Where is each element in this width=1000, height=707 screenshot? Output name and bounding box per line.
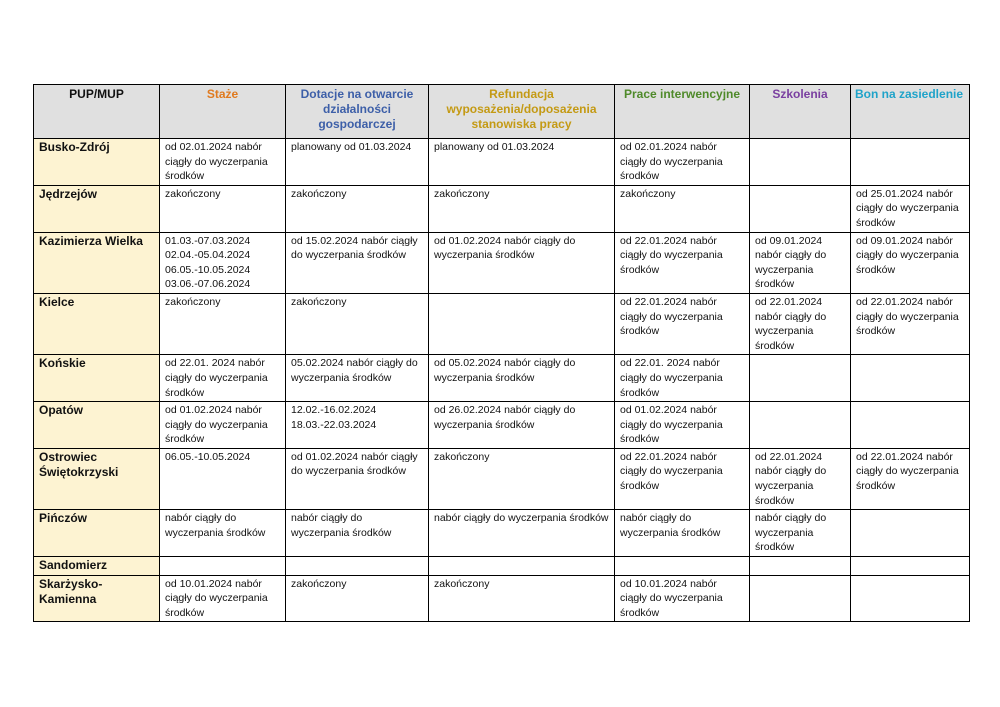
table-row (34, 575, 970, 622)
refundacja-cell: od 05.02.2024 nabór ciągły do wyczerpania środków (429, 355, 615, 402)
refundacja-cell: zakończony (429, 185, 615, 232)
prace-cell (615, 557, 750, 576)
dotacje-cell (286, 402, 429, 449)
table-row (34, 448, 970, 509)
bon-cell (851, 139, 970, 186)
szkolenia-cell: nabór ciągły do wyczerpania środków (750, 510, 851, 557)
date-range-line: 02.04.-05.04.2024 (165, 249, 251, 262)
office-cell: Jędrzejów (34, 185, 160, 232)
dotacje-cell: od 15.02.2024 nabór ciągły do wyczerpania środków (286, 232, 429, 293)
refundacja-cell: od 01.02.2024 nabór ciągły do wyczerpania środków (429, 232, 615, 293)
office-cell: Sandomierz (34, 557, 160, 576)
table-row (34, 293, 970, 354)
szkolenia-cell (750, 185, 851, 232)
dotacje-cell (286, 557, 429, 576)
header-row (34, 85, 970, 139)
prace-cell: od 22.01.2024 nabór ciągły do wyczerpania środków (615, 232, 750, 293)
refundacja-cell (429, 293, 615, 354)
header-refundacja: Refundacja wyposażenia/doposażenia stanowiska pracy (429, 85, 615, 139)
date-range-line: 18.03.-22.03.2024 (291, 418, 377, 431)
office-cell: Kazimierza Wielka (34, 232, 160, 293)
date-range-line: 03.06.-07.06.2024 (165, 278, 251, 291)
header-szkolenia: Szkolenia (750, 85, 851, 139)
office-cell: Skarżysko-Kamienna (34, 575, 160, 622)
office-cell: Pińczów (34, 510, 160, 557)
bon-cell (851, 402, 970, 449)
dotacje-cell: zakończony (286, 575, 429, 622)
refundacja-cell: planowany od 01.03.2024 (429, 139, 615, 186)
office-cell: Opatów (34, 402, 160, 449)
table-row (34, 185, 970, 232)
header-office: PUP/MUP (34, 85, 160, 139)
staze-cell (160, 557, 286, 576)
dotacje-cell: od 01.02.2024 nabór ciągły do wyczerpania środków (286, 448, 429, 509)
staze-cell: zakończony (160, 293, 286, 354)
bon-cell (851, 557, 970, 576)
header-staze: Staże (160, 85, 286, 139)
date-range-line: 01.03.-07.03.2024 (165, 234, 251, 247)
office-cell: Busko-Zdrój (34, 139, 160, 186)
bon-cell: od 22.01.2024 nabór ciągły do wyczerpania środków (851, 293, 970, 354)
table-row (34, 232, 970, 293)
date-range-line: 06.05.-10.05.2024 (165, 263, 251, 276)
staze-cell: od 01.02.2024 nabór ciągły do wyczerpania środków (160, 402, 286, 449)
staze-cell: od 10.01.2024 nabór ciągły do wyczerpania środków (160, 575, 286, 622)
szkolenia-cell: od 22.01.2024 nabór ciągły do wyczerpania środków (750, 448, 851, 509)
szkolenia-cell (750, 139, 851, 186)
dotacje-cell: nabór ciągły do wyczerpania środków (286, 510, 429, 557)
szkolenia-cell (750, 575, 851, 622)
prace-cell: zakończony (615, 185, 750, 232)
bon-cell (851, 355, 970, 402)
staze-cell (160, 232, 286, 293)
table-row (34, 355, 970, 402)
szkolenia-cell (750, 402, 851, 449)
prace-cell: od 10.01.2024 nabór ciągły do wyczerpania środków (615, 575, 750, 622)
office-cell: Końskie (34, 355, 160, 402)
bon-cell (851, 575, 970, 622)
prace-cell: od 02.01.2024 nabór ciągły do wyczerpania środków (615, 139, 750, 186)
office-cell: Kielce (34, 293, 160, 354)
dotacje-cell: 05.02.2024 nabór ciągły do wyczerpania środków (286, 355, 429, 402)
prace-cell: od 01.02.2024 nabór ciągły do wyczerpania środków (615, 402, 750, 449)
table-row (34, 139, 970, 186)
szkolenia-cell (750, 557, 851, 576)
refundacja-cell: od 26.02.2024 nabór ciągły do wyczerpania środków (429, 402, 615, 449)
refundacja-cell: zakończony (429, 448, 615, 509)
header-bon: Bon na zasiedlenie (851, 85, 970, 139)
szkolenia-cell (750, 355, 851, 402)
dotacje-cell: zakończony (286, 185, 429, 232)
header-prace: Prace interwencyjne (615, 85, 750, 139)
office-cell: Ostrowiec Świętokrzyski (34, 448, 160, 509)
bon-cell: od 22.01.2024 nabór ciągły do wyczerpania środków (851, 448, 970, 509)
table-row (34, 557, 970, 576)
header-dotacje: Dotacje na otwarcie działalności gospodarczej (286, 85, 429, 139)
refundacja-cell (429, 557, 615, 576)
bon-cell (851, 510, 970, 557)
dotacje-cell: planowany od 01.03.2024 (286, 139, 429, 186)
staze-cell: od 02.01.2024 nabór ciągły do wyczerpania środków (160, 139, 286, 186)
prace-cell: od 22.01. 2024 nabór ciągły do wyczerpania środków (615, 355, 750, 402)
prace-cell: nabór ciągły do wyczerpania środków (615, 510, 750, 557)
staze-cell: 06.05.-10.05.2024 (160, 448, 286, 509)
refundacja-cell: zakończony (429, 575, 615, 622)
bon-cell: od 25.01.2024 nabór ciągły do wyczerpania środków (851, 185, 970, 232)
prace-cell: od 22.01.2024 nabór ciągły do wyczerpania środków (615, 448, 750, 509)
table-row (34, 402, 970, 449)
staze-cell: nabór ciągły do wyczerpania środków (160, 510, 286, 557)
dotacje-cell: zakończony (286, 293, 429, 354)
prace-cell: od 22.01.2024 nabór ciągły do wyczerpania środków (615, 293, 750, 354)
recruitment-table (33, 84, 970, 622)
staze-cell: zakończony (160, 185, 286, 232)
bon-cell: od 09.01.2024 nabór ciągły do wyczerpania środków (851, 232, 970, 293)
table-row (34, 510, 970, 557)
refundacja-cell: nabór ciągły do wyczerpania środków (429, 510, 615, 557)
szkolenia-cell: od 22.01.2024 nabór ciągły do wyczerpania środków (750, 293, 851, 354)
staze-cell: od 22.01. 2024 nabór ciągły do wyczerpania środków (160, 355, 286, 402)
szkolenia-cell: od 09.01.2024 nabór ciągły do wyczerpania środków (750, 232, 851, 293)
date-range-line: 12.02.-16.02.2024 (291, 404, 377, 417)
